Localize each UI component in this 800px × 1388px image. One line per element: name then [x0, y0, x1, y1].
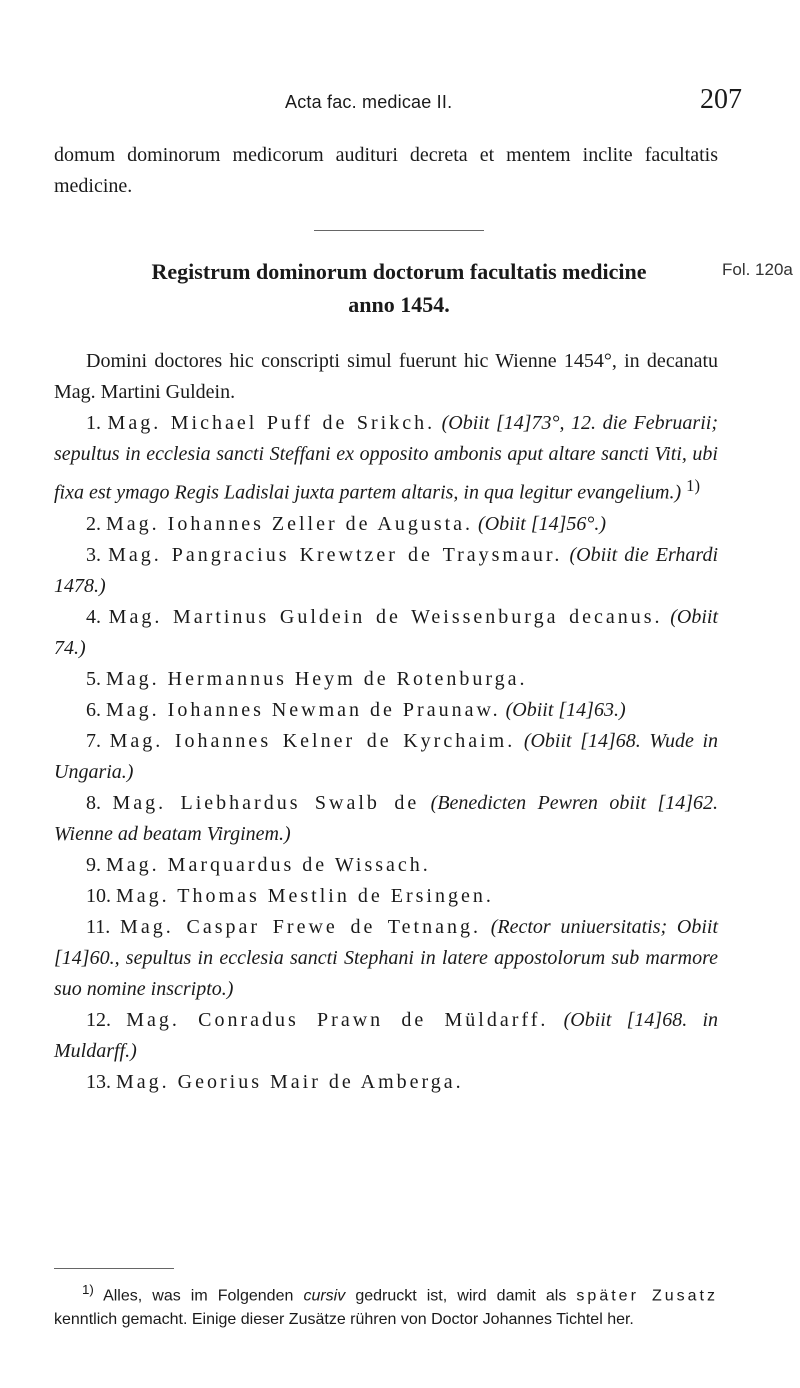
register-entry [54, 788, 718, 850]
entry-name: Mag. Pangracius Krewtzer de Traysmaur. [108, 543, 563, 566]
entry-name: Mag. Iohannes Newman de Praunaw. [106, 698, 501, 721]
entry-number: 1. [86, 412, 101, 434]
footnote-text-middle: gedruckt ist, wird damit als [355, 1287, 567, 1305]
entry-note: (Obiit 74.) [54, 605, 719, 659]
intro-paragraph [54, 140, 718, 202]
section-divider [314, 230, 484, 231]
footnote [54, 1278, 718, 1332]
register-entry [54, 726, 718, 788]
entry-number: 2. [86, 512, 101, 535]
intro-text: domum dominorum medicorum audituri decreta et mentem inclite facultatis medicine. [54, 144, 718, 197]
entry-note: (Obiit [14]68. Wude in Ungaria.) [54, 729, 719, 783]
entry-note: (Obiit die Erhardi 1478.) [54, 543, 719, 597]
register-entry [54, 695, 718, 726]
entry-name: Mag. Michael Puff de Srikch. [107, 412, 436, 434]
register-entry [54, 850, 718, 881]
entry-note: (Rector uniuersitatis; Obiit [14]60., sepultus in ecclesia sancti Stephani in latere appostolorum sub marmore suo nomine inscripto.) [54, 915, 719, 1000]
page-header [0, 84, 800, 124]
entry-note: (Obiit [14]56°.) [478, 512, 607, 535]
register-entries [54, 346, 718, 1098]
entry-number: 6. [86, 698, 101, 721]
entry-name: Mag. Caspar Frewe de Tetnang. [120, 915, 481, 938]
entry-name: Mag. Marquardus de Wissach. [106, 853, 431, 876]
entry-name: Mag. Thomas Mestlin de Ersingen. [116, 884, 494, 907]
entry-number: 3. [86, 543, 101, 566]
register-entry [54, 912, 718, 1005]
entry-name: Mag. Conradus Prawn de Müldarff. [126, 1008, 549, 1031]
register-entry [54, 540, 718, 602]
entry-name: Mag. Georius Mair de Amberga. [116, 1070, 464, 1093]
entry-name: Mag. Hermannus Heym de Rotenburga. [106, 667, 528, 690]
footnote-divider [54, 1268, 174, 1269]
footnote-spaced: später Zusatz [576, 1287, 718, 1305]
footnote-mark: 1) [82, 1282, 94, 1297]
register-entry [54, 602, 718, 664]
entry-number: 8. [86, 791, 101, 814]
entry-number: 5. [86, 667, 101, 690]
entry-number: 9. [86, 853, 101, 876]
register-entry [54, 1005, 718, 1067]
entry-name: Mag. Iohannes Zeller de Augusta. [106, 512, 474, 535]
register-entry [54, 408, 718, 509]
section-title-line2: anno 1454. [348, 292, 450, 317]
page-number: 207 [700, 84, 742, 115]
register-entry [54, 881, 718, 912]
preface-paragraph: Domini doctores hic conscripti simul fuerunt hic Wienne 1454°, in decanatu Mag. Martini Guldein. [54, 350, 718, 403]
entry-number: 11. [86, 915, 111, 938]
entry-number: 4. [86, 605, 101, 628]
footnote-text-before: Alles, was im Folgenden [103, 1287, 294, 1305]
entry-number: 10. [86, 884, 111, 907]
entry-number: 7. [86, 729, 101, 752]
footnote-reference: 1) [686, 476, 701, 495]
entry-number: 13. [86, 1070, 111, 1093]
register-entry [54, 664, 718, 695]
section-title [92, 255, 706, 321]
entry-list [54, 408, 718, 1098]
entry-note: (Obiit [14]63.) [505, 698, 626, 721]
footnote-emphasis: cursiv [303, 1287, 346, 1305]
entry-number: 12. [86, 1008, 111, 1031]
entry-name: Mag. Liebhardus Swalb de [112, 791, 420, 814]
running-title: Acta fac. medicae II. [285, 92, 453, 112]
footnote-text-after: kenntlich gemacht. Einige dieser Zusätze rühren von Doctor Johannes Tichtel her. [54, 1311, 634, 1329]
register-entry [54, 1067, 718, 1098]
section-title-line1: Registrum dominorum doctorum facultatis medicine [151, 259, 647, 284]
entry-note: (Obiit [14]73°, 12. die Februarii; sepultus in ecclesia sancti Steffani ex opposito ambonis aput altare sancti Viti, ubi fixa est ymago Regis Ladislai juxta partem altaris, in qua legitur evangelium.) [54, 412, 718, 504]
entry-name: Mag. Iohannes Kelner de Kyrchaim. [109, 729, 516, 752]
entry-note: (Benedicten Pewren obiit [14]62. Wienne ad beatam Virginem.) [54, 791, 719, 845]
entry-note: (Obiit [14]68. in Muldarff.) [54, 1008, 719, 1062]
folio-reference: Fol. 120a [722, 260, 793, 279]
entry-name: Mag. Martinus Guldein de Weissenburga decanus. [108, 605, 663, 628]
register-entry [54, 509, 718, 540]
